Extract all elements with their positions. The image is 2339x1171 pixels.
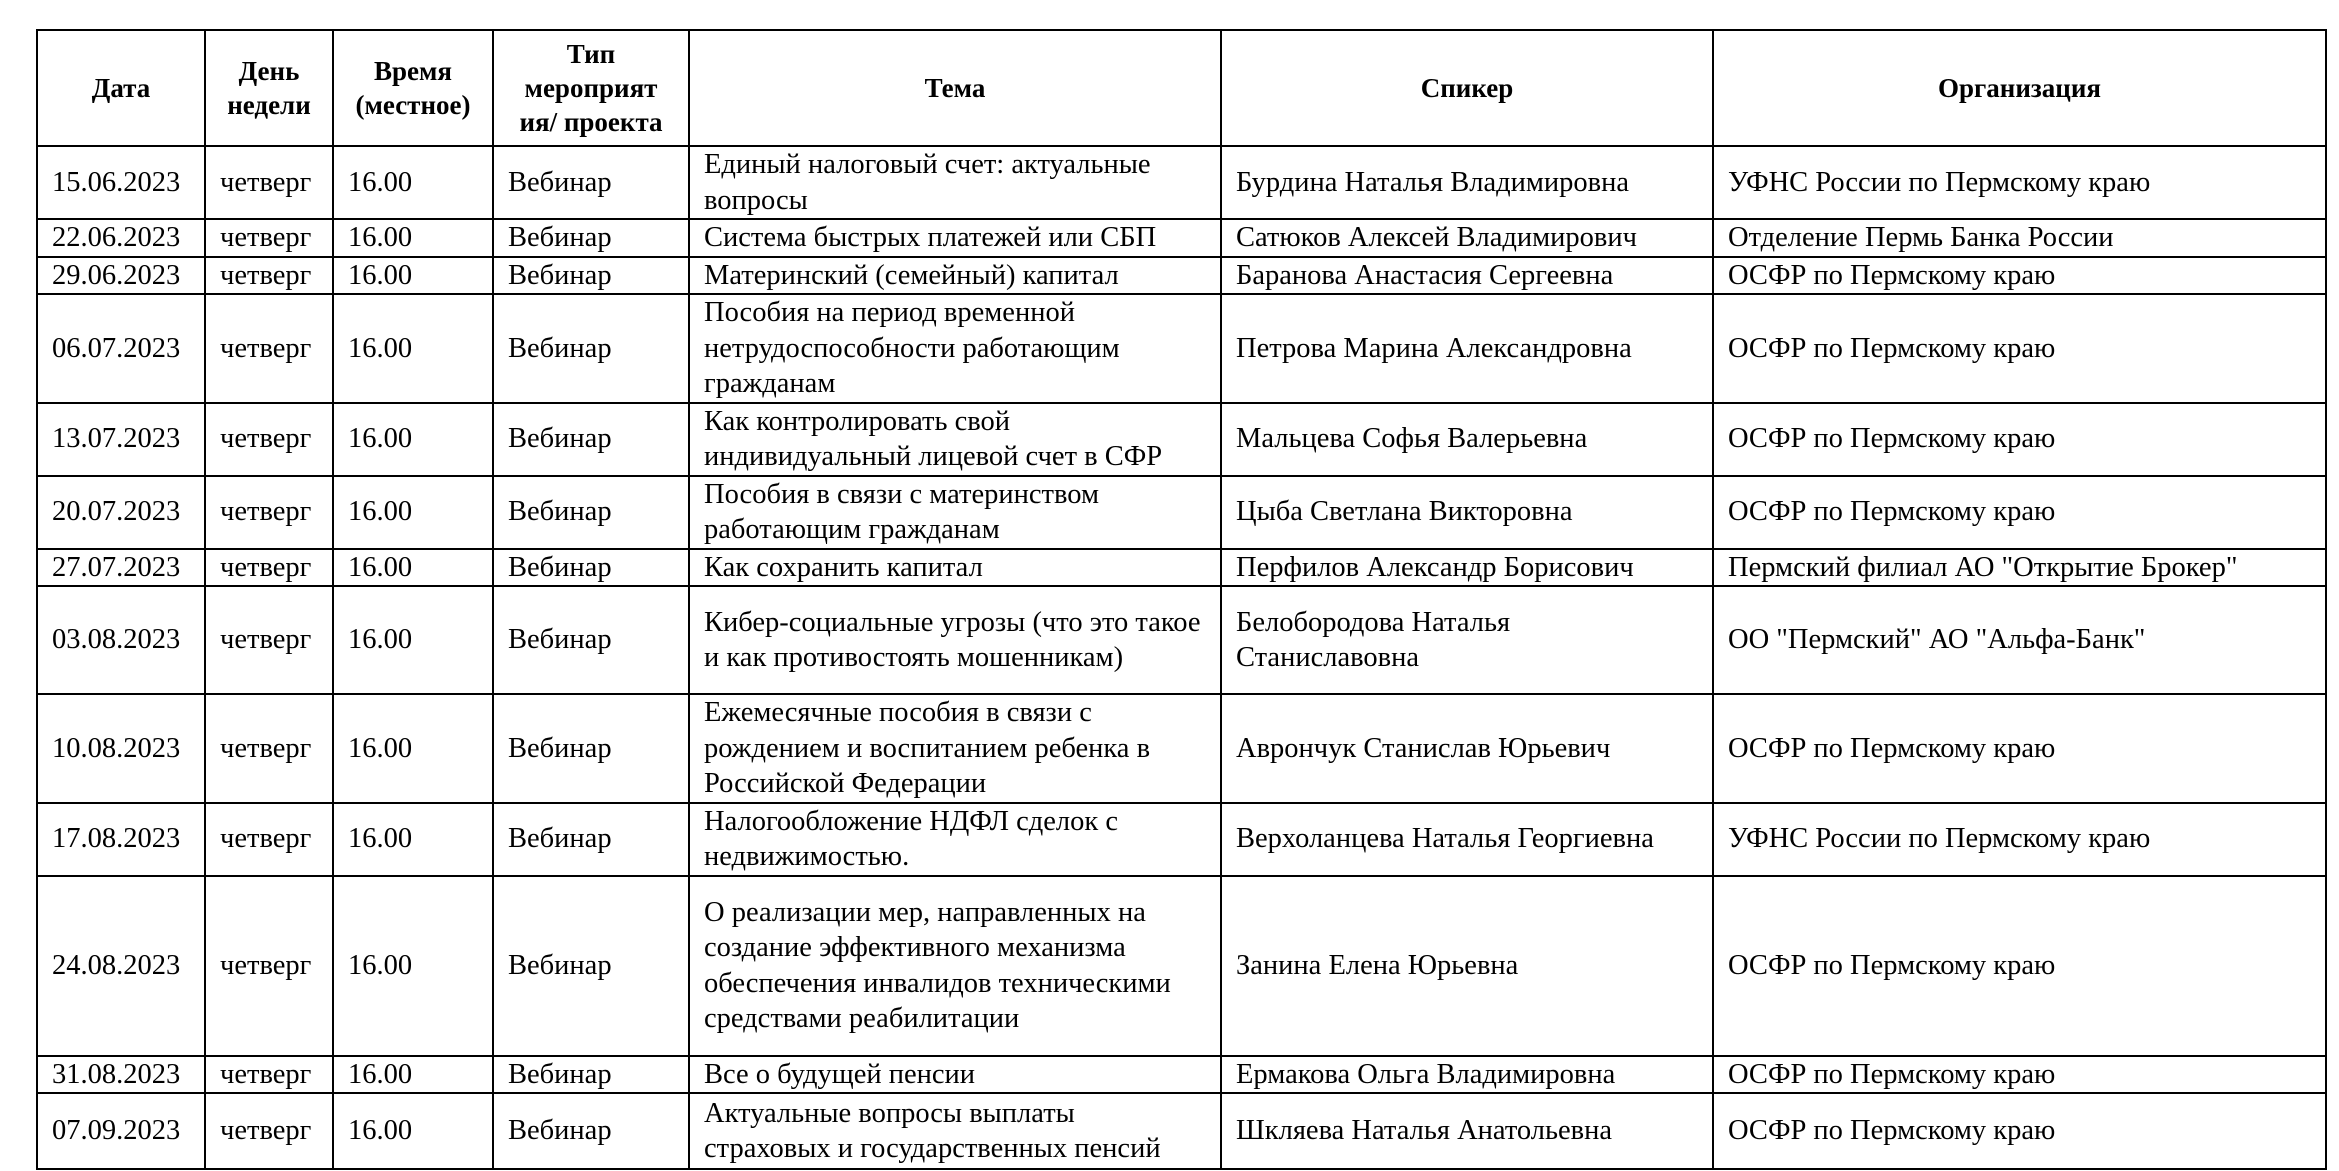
table-row — [37, 586, 2326, 694]
type-cell: Вебинар — [493, 146, 689, 219]
organization-cell: ОО "Пермский" АО "Альфа-Банк" — [1713, 586, 2326, 694]
weekday-cell: четверг — [205, 1056, 333, 1094]
header-row — [37, 30, 2326, 146]
type-cell: Вебинар — [493, 403, 689, 476]
webinar-schedule-table — [36, 29, 2327, 1170]
header-topic: Тема — [689, 30, 1221, 146]
topic-cell: Система быстрых платежей или СБП — [689, 219, 1221, 257]
weekday-cell: четверг — [205, 876, 333, 1056]
organization-cell: ОСФР по Пермскому краю — [1713, 403, 2326, 476]
topic-cell: Все о будущей пенсии — [689, 1056, 1221, 1094]
weekday-cell: четверг — [205, 403, 333, 476]
time-cell: 16.00 — [333, 1056, 493, 1094]
date-cell: 07.09.2023 — [37, 1093, 205, 1169]
type-cell: Вебинар — [493, 803, 689, 876]
header-date: Дата — [37, 30, 205, 146]
topic-cell: Пособия в связи с материнством работающим гражданам — [689, 476, 1221, 549]
organization-cell: ОСФР по Пермскому краю — [1713, 476, 2326, 549]
date-cell: 29.06.2023 — [37, 257, 205, 295]
weekday-cell: четверг — [205, 549, 333, 587]
speaker-cell: Верхоланцева Наталья Георгиевна — [1221, 803, 1713, 876]
type-cell: Вебинар — [493, 1056, 689, 1094]
speaker-cell: Шкляева Наталья Анатольевна — [1221, 1093, 1713, 1169]
speaker-cell: Петрова Марина Александровна — [1221, 294, 1713, 403]
organization-cell: ОСФР по Пермскому краю — [1713, 694, 2326, 803]
table-row — [37, 1056, 2326, 1094]
table-row — [37, 876, 2326, 1056]
weekday-cell: четверг — [205, 476, 333, 549]
speaker-cell: Белобородова Наталья Станиславовна — [1221, 586, 1713, 694]
time-cell: 16.00 — [333, 549, 493, 587]
date-cell: 03.08.2023 — [37, 586, 205, 694]
topic-cell: Как сохранить капитал — [689, 549, 1221, 587]
time-cell: 16.00 — [333, 294, 493, 403]
topic-cell: Налогообложение НДФЛ сделок с недвижимостью. — [689, 803, 1221, 876]
organization-cell: Пермский филиал АО "Открытие Брокер" — [1713, 549, 2326, 587]
topic-cell: О реализации мер, направленных на создание эффективного механизма обеспечения инвалидов техническими средствами реабилитации — [689, 876, 1221, 1056]
date-cell: 22.06.2023 — [37, 219, 205, 257]
time-cell: 16.00 — [333, 476, 493, 549]
organization-cell: УФНС России по Пермскому краю — [1713, 803, 2326, 876]
table-row — [37, 146, 2326, 219]
time-cell: 16.00 — [333, 403, 493, 476]
table-row — [37, 257, 2326, 295]
header-organization: Организация — [1713, 30, 2326, 146]
organization-cell: ОСФР по Пермскому краю — [1713, 1056, 2326, 1094]
time-cell: 16.00 — [333, 146, 493, 219]
table-row — [37, 403, 2326, 476]
topic-cell: Единый налоговый счет: актуальные вопросы — [689, 146, 1221, 219]
organization-cell: Отделение Пермь Банка России — [1713, 219, 2326, 257]
time-cell: 16.00 — [333, 1093, 493, 1169]
table-header — [37, 30, 2326, 146]
type-cell: Вебинар — [493, 257, 689, 295]
type-cell: Вебинар — [493, 694, 689, 803]
speaker-cell: Аврончук Станислав Юрьевич — [1221, 694, 1713, 803]
date-cell: 17.08.2023 — [37, 803, 205, 876]
weekday-cell: четверг — [205, 694, 333, 803]
time-cell: 16.00 — [333, 876, 493, 1056]
date-cell: 06.07.2023 — [37, 294, 205, 403]
speaker-cell: Цыба Светлана Викторовна — [1221, 476, 1713, 549]
organization-cell: ОСФР по Пермскому краю — [1713, 257, 2326, 295]
topic-cell: Пособия на период временной нетрудоспособности работающим гражданам — [689, 294, 1221, 403]
topic-cell: Материнский (семейный) капитал — [689, 257, 1221, 295]
time-cell: 16.00 — [333, 586, 493, 694]
date-cell: 13.07.2023 — [37, 403, 205, 476]
organization-cell: ОСФР по Пермскому краю — [1713, 1093, 2326, 1169]
type-cell: Вебинар — [493, 294, 689, 403]
weekday-cell: четверг — [205, 146, 333, 219]
date-cell: 15.06.2023 — [37, 146, 205, 219]
date-cell: 31.08.2023 — [37, 1056, 205, 1094]
topic-cell: Ежемесячные пособия в связи с рождением и воспитанием ребенка в Российской Федерации — [689, 694, 1221, 803]
time-cell: 16.00 — [333, 694, 493, 803]
weekday-cell: четверг — [205, 586, 333, 694]
time-cell: 16.00 — [333, 803, 493, 876]
speaker-cell: Мальцева Софья Валерьевна — [1221, 403, 1713, 476]
time-cell: 16.00 — [333, 219, 493, 257]
table-row — [37, 1093, 2326, 1169]
type-cell: Вебинар — [493, 876, 689, 1056]
speaker-cell: Сатюков Алексей Владимирович — [1221, 219, 1713, 257]
header-weekday: День недели — [205, 30, 333, 146]
table-body — [37, 146, 2326, 1169]
organization-cell: УФНС России по Пермскому краю — [1713, 146, 2326, 219]
weekday-cell: четверг — [205, 803, 333, 876]
weekday-cell: четверг — [205, 257, 333, 295]
type-cell: Вебинар — [493, 549, 689, 587]
type-cell: Вебинар — [493, 476, 689, 549]
table-row — [37, 294, 2326, 403]
speaker-cell: Баранова Анастасия Сергеевна — [1221, 257, 1713, 295]
speaker-cell: Ермакова Ольга Владимировна — [1221, 1056, 1713, 1094]
topic-cell: Кибер-социальные угрозы (что это такое и как противостоять мошенникам) — [689, 586, 1221, 694]
type-cell: Вебинар — [493, 219, 689, 257]
time-cell: 16.00 — [333, 257, 493, 295]
speaker-cell: Занина Елена Юрьевна — [1221, 876, 1713, 1056]
speaker-cell: Перфилов Александр Борисович — [1221, 549, 1713, 587]
organization-cell: ОСФР по Пермскому краю — [1713, 294, 2326, 403]
table-row — [37, 219, 2326, 257]
table-row — [37, 549, 2326, 587]
date-cell: 10.08.2023 — [37, 694, 205, 803]
weekday-cell: четверг — [205, 219, 333, 257]
date-cell: 24.08.2023 — [37, 876, 205, 1056]
table-row — [37, 803, 2326, 876]
table-row — [37, 694, 2326, 803]
weekday-cell: четверг — [205, 294, 333, 403]
speaker-cell: Бурдина Наталья Владимировна — [1221, 146, 1713, 219]
topic-cell: Как контролировать свой индивидуальный лицевой счет в СФР — [689, 403, 1221, 476]
header-type: Тип мероприят ия/ проекта — [493, 30, 689, 146]
topic-cell: Актуальные вопросы выплаты страховых и государственных пенсий — [689, 1093, 1221, 1169]
date-cell: 27.07.2023 — [37, 549, 205, 587]
header-speaker: Спикер — [1221, 30, 1713, 146]
organization-cell: ОСФР по Пермскому краю — [1713, 876, 2326, 1056]
header-time: Время (местное) — [333, 30, 493, 146]
date-cell: 20.07.2023 — [37, 476, 205, 549]
table-row — [37, 476, 2326, 549]
weekday-cell: четверг — [205, 1093, 333, 1169]
type-cell: Вебинар — [493, 1093, 689, 1169]
type-cell: Вебинар — [493, 586, 689, 694]
